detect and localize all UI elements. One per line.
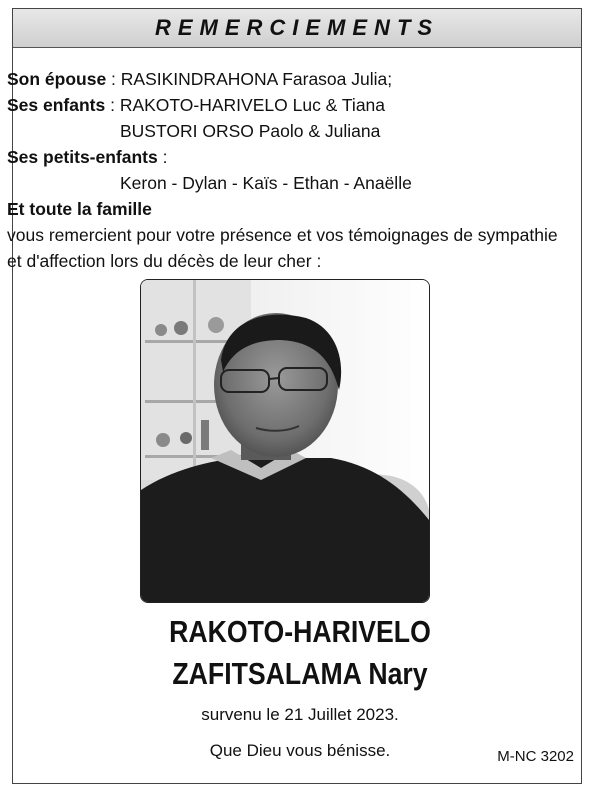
whole-family: Et toute la famille: [7, 199, 152, 219]
reference-code: M-NC 3202: [497, 748, 574, 765]
title-banner: [13, 9, 581, 48]
grandchildren-names: Keron - Dylan - Kaïs - Ethan - Anaëlle: [120, 173, 412, 193]
portrait-photo: [140, 279, 430, 603]
child-2-line: [7, 118, 567, 144]
deceased-name-line-2: ZAFITSALAMA Nary: [172, 656, 428, 691]
death-date: survenu le 21 Juillet 2023.: [201, 705, 399, 724]
child-1: RAKOTO-HARIVELO Luc & Tiana: [119, 95, 386, 115]
children-separator: :: [105, 95, 120, 115]
portrait-illustration: [141, 280, 429, 602]
thanks-line-1: vous remercient pour votre présence et vos témoignages de sympathie: [7, 225, 558, 245]
family-text: [7, 66, 567, 274]
deceased-name-line-1: RAKOTO-HARIVELO: [169, 614, 431, 649]
thanks-line-2: et d'affection lors du décès de leur cher :: [7, 251, 322, 271]
grandchildren-names-line: [7, 170, 567, 196]
notice-title: REMERCIEMENTS: [154, 15, 440, 40]
spouse-separator: :: [106, 69, 121, 89]
children-line: [7, 92, 567, 118]
spouse-name: RASIKINDRAHONA Farasoa Julia;: [120, 69, 393, 89]
grandchildren-line: [7, 144, 567, 170]
children-label: Ses enfants: [7, 95, 106, 115]
blessing: Que Dieu vous bénisse.: [209, 741, 391, 760]
spouse-line: [7, 66, 567, 92]
child-2: BUSTORI ORSO Paolo & Juliana: [120, 121, 381, 141]
grandchildren-label: Ses petits-enfants: [7, 147, 158, 167]
grandchildren-separator: :: [157, 147, 168, 167]
spouse-label: Son épouse: [7, 69, 107, 89]
